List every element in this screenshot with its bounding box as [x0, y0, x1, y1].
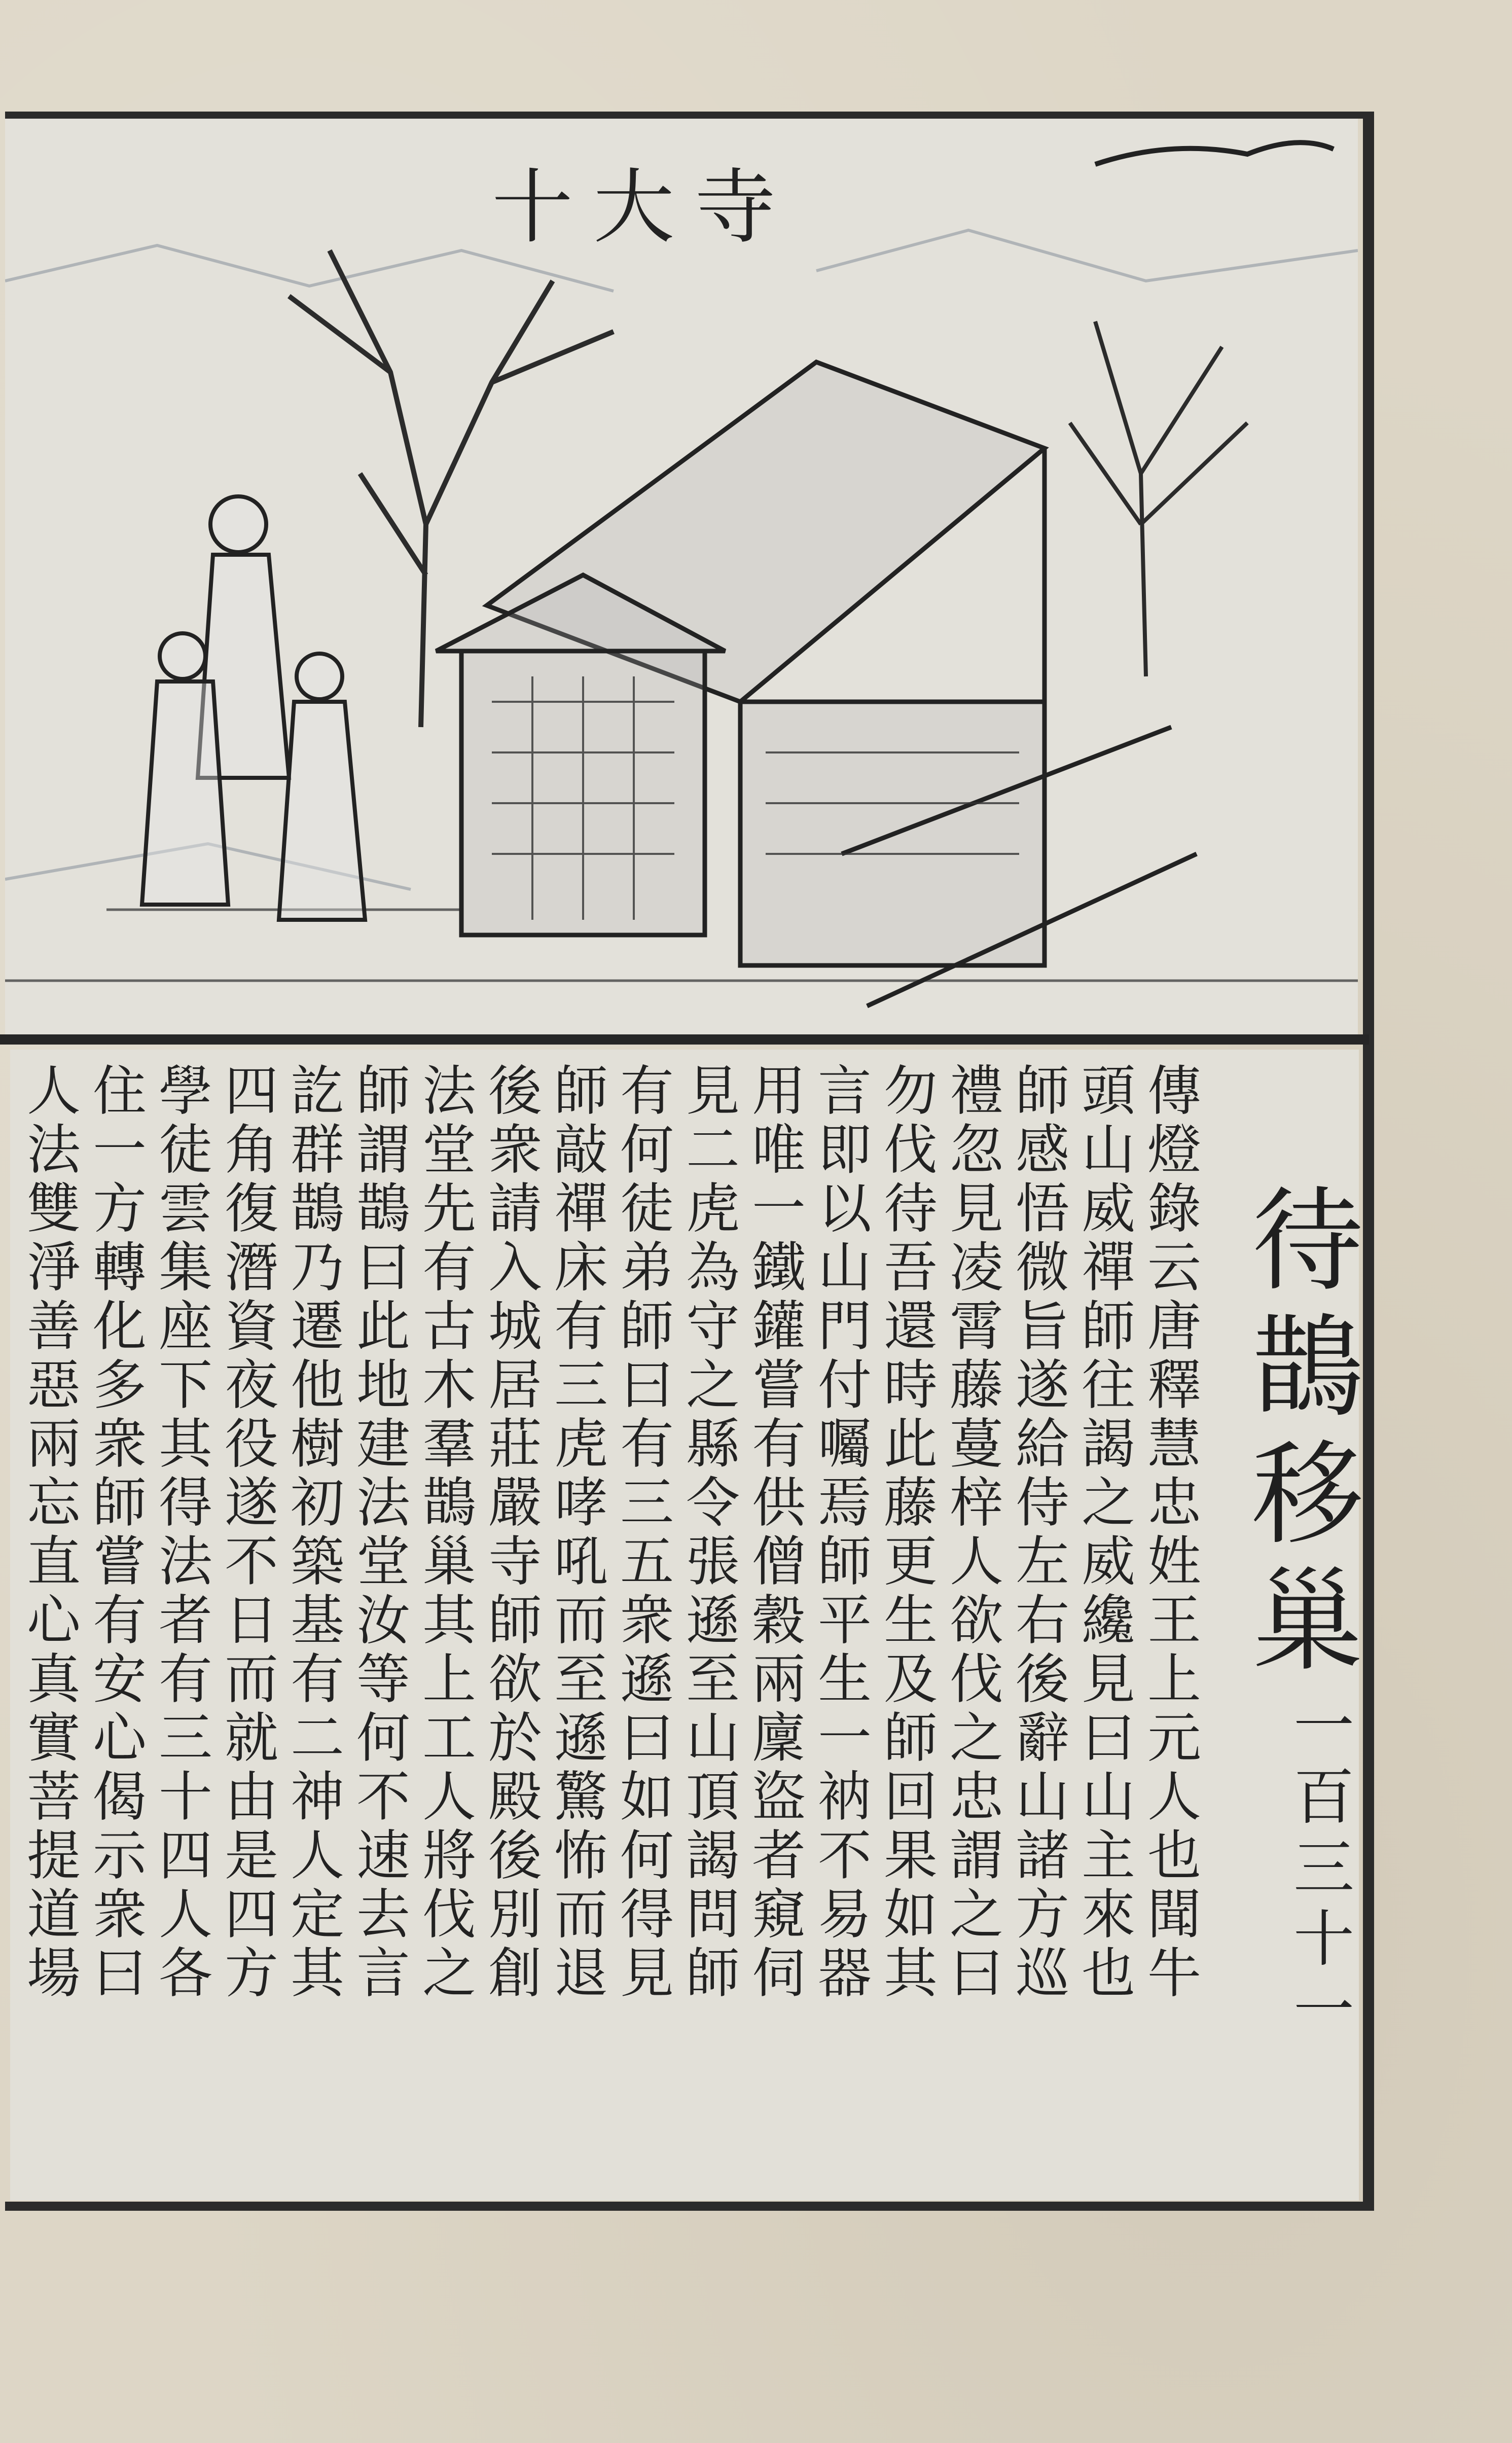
page-number: 一百三十一 — [1283, 1694, 1354, 2049]
text-column-12: 法堂先有古木羣鵲巢其上工人將伐之 — [414, 1062, 476, 2003]
text-column-2: 頭山威禪師往謁之威纔見曰山主來也 — [1073, 1062, 1135, 2003]
text-column-6: 言即以山門付囑焉師平生一衲不易器 — [809, 1062, 872, 2003]
tree-right — [1070, 321, 1247, 676]
cloud — [1095, 142, 1334, 164]
text-column-5: 勿伐待吾還時此藤更生及師回果如其 — [875, 1062, 938, 2003]
page-title: 待鵲移巢 — [1233, 1181, 1363, 1688]
text-column-13: 師謂鵲曰此地建法堂汝等何不速去言 — [348, 1062, 410, 2003]
text-column-14: 訖群鵲乃遷他樹初築基有二神人定其 — [282, 1062, 344, 2003]
figures-monk-and-boys — [142, 496, 365, 920]
text-column-8: 見二虎為守之縣令張遜至山頂謁問師 — [677, 1062, 740, 2003]
temple-building — [436, 362, 1197, 1006]
text-column-7: 用唯一鐵鑵嘗有供僧穀兩廩盜者窺伺 — [743, 1062, 806, 2003]
text-column-15: 四角復潛資夜役遂不日而就由是四方 — [216, 1062, 278, 2003]
text-column-17: 住一方轉化多衆師嘗有安心偈示衆曰 — [84, 1062, 147, 2003]
illustration-divider — [0, 1034, 1369, 1045]
illustration-sign-text: 十大寺 — [492, 160, 797, 255]
text-column-4: 禮忽見凌霄藤蔓梓人欲伐之忠謂之曰 — [941, 1062, 1003, 2003]
text-column-10: 師敲禪床有三虎哮吼而至遜驚怖而退 — [546, 1062, 608, 2003]
text-column-18: 人法雙淨善惡兩忘直心真實菩提道場 — [18, 1062, 81, 2003]
text-column-16: 學徒雲集座下其得法者有三十四人各 — [150, 1062, 212, 2003]
text-column-3: 師感悟微旨遂給侍左右後辭山諸方巡 — [1007, 1062, 1069, 2003]
text-column-11: 後衆請入城居莊嚴寺師欲於殿後別創 — [480, 1062, 542, 2003]
text-column-9: 有何徒弟師曰有三五衆遜曰如何得見 — [611, 1062, 674, 2003]
text-column-1: 傳燈錄云唐釋慧忠姓王上元人也聞牛 — [1139, 1062, 1201, 2003]
